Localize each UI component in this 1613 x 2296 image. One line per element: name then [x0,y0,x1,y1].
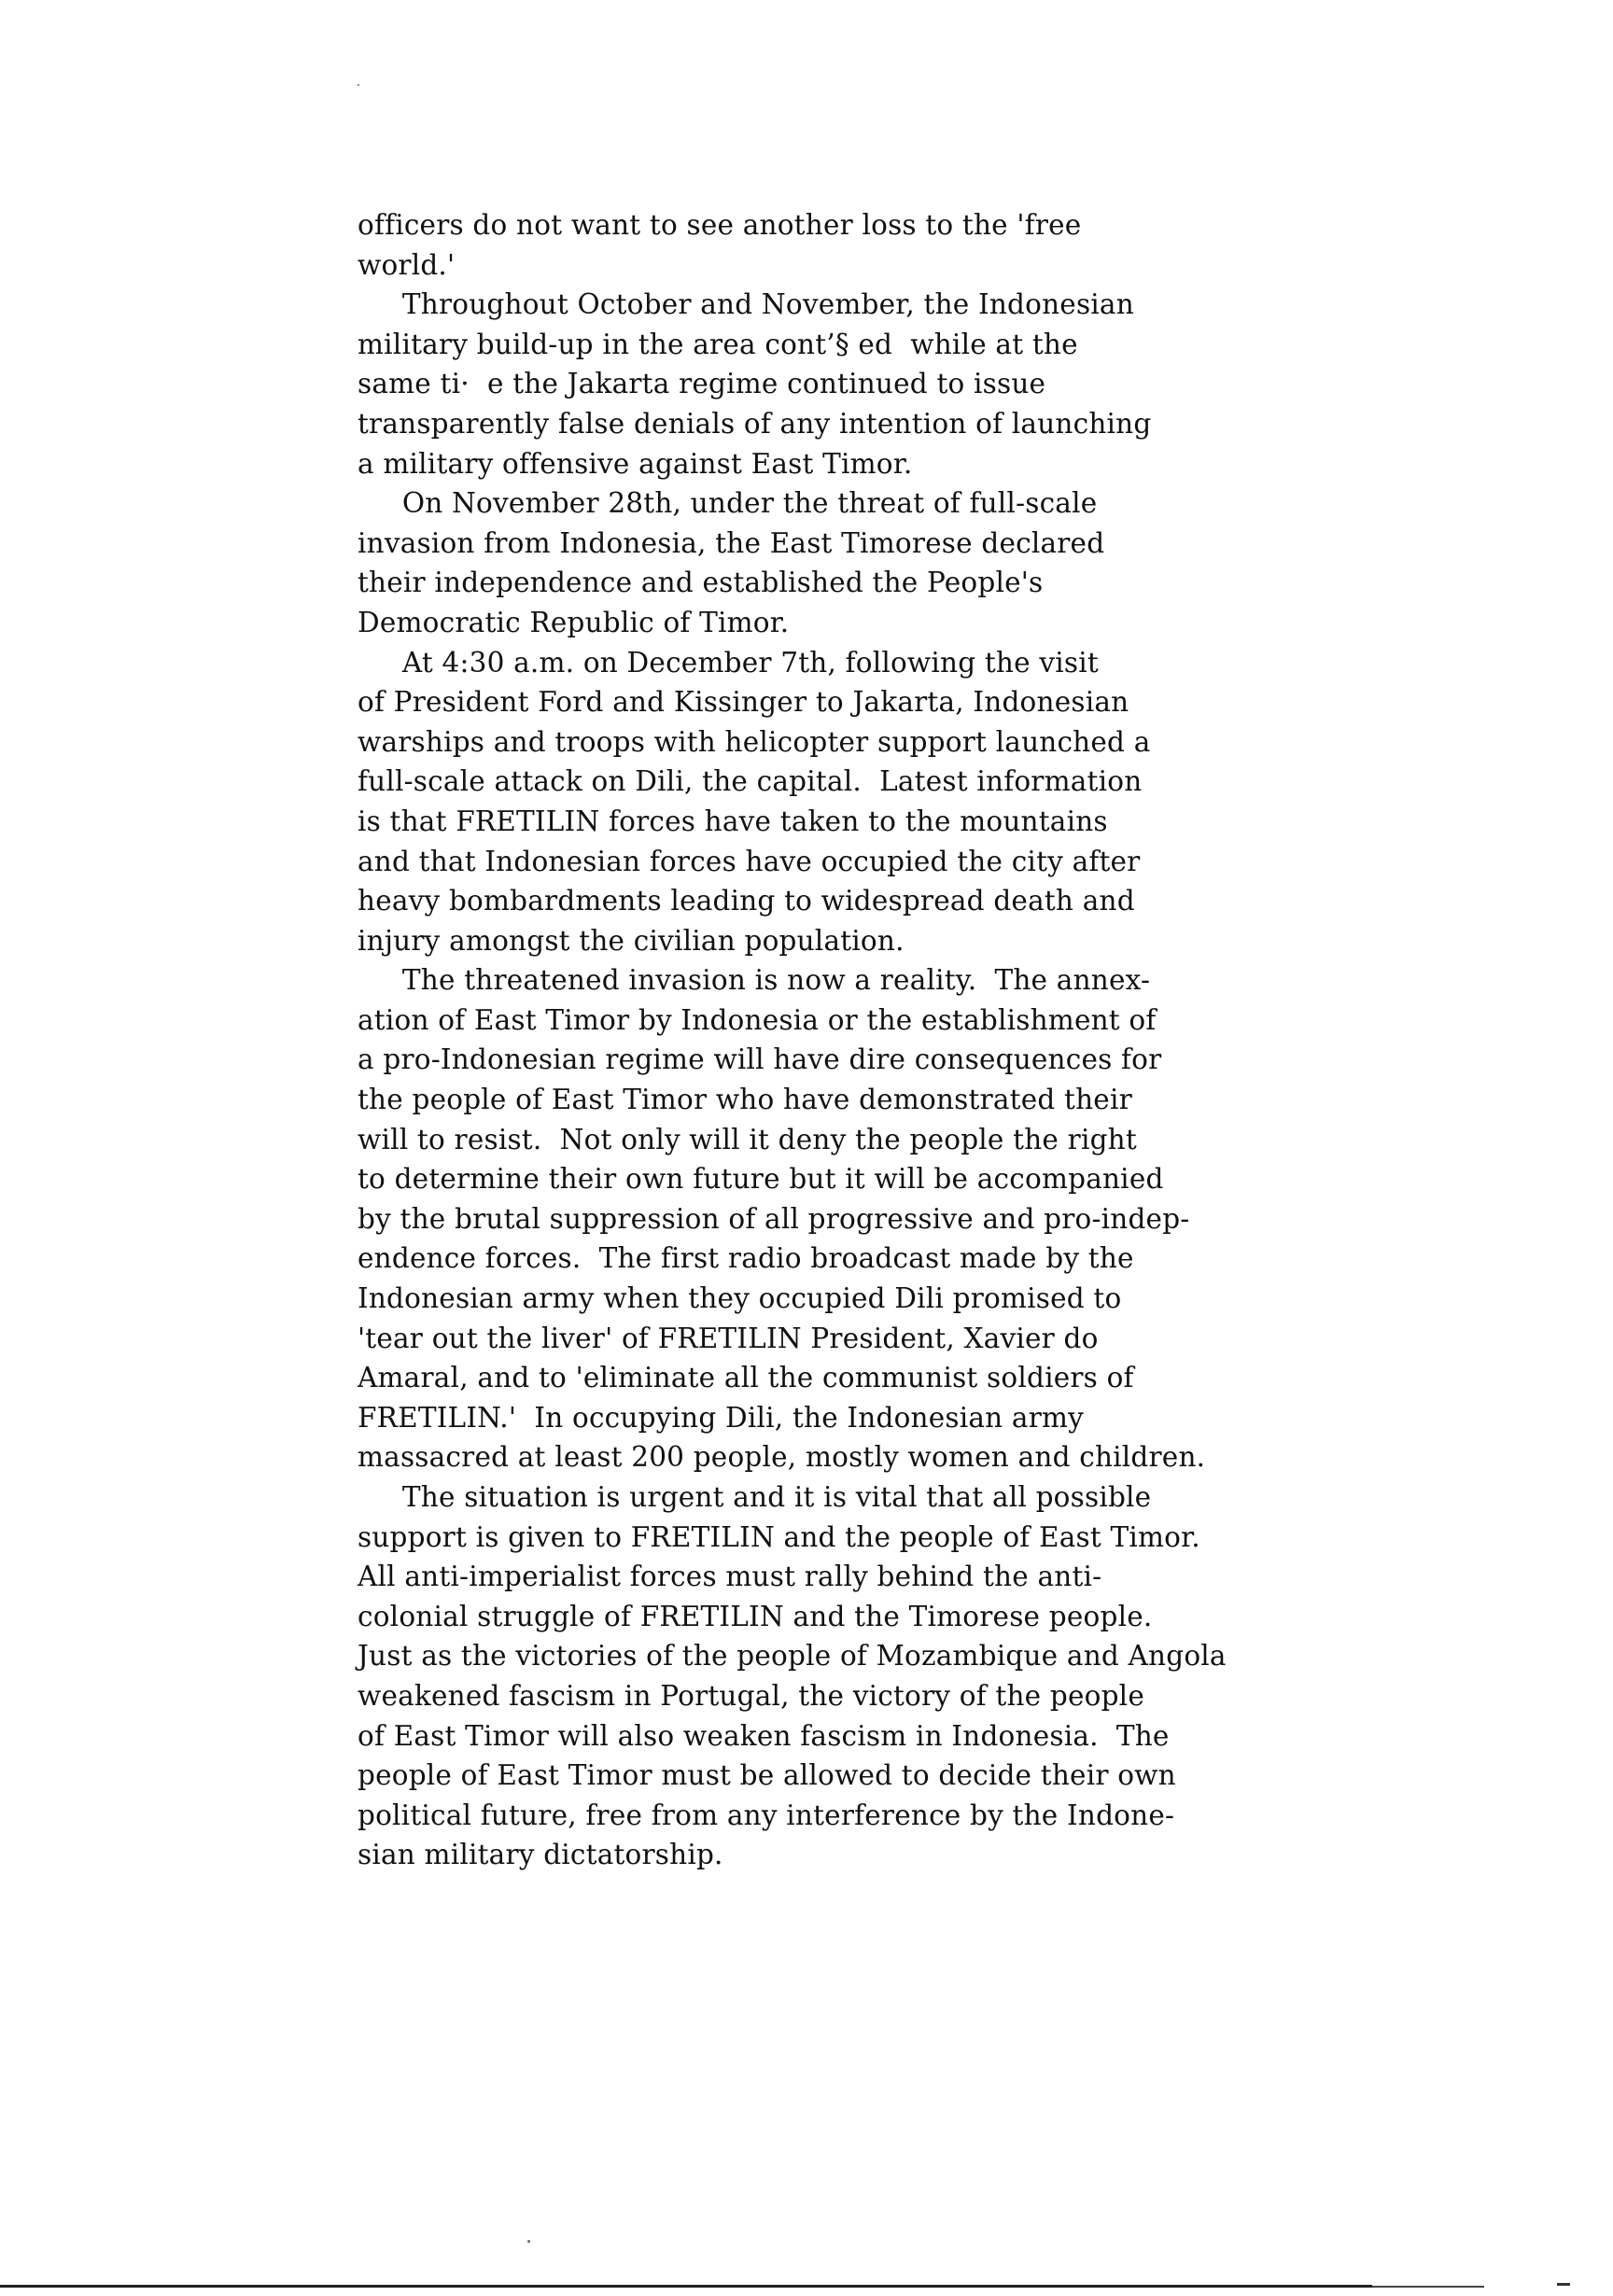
paper-speck [527,2240,530,2243]
text-line: is that FRETILIN forces have taken to the mountains [358,805,1108,837]
text-line: 'tear out the liver' of FRETILIN President, Xavier do [358,1322,1099,1354]
text-line: colonial struggle of FRETILIN and the Timorese people. [358,1600,1153,1632]
text-line: a military offensive against East Timor. [358,447,913,480]
text-line: massacred at least 200 people, mostly women and children. [358,1441,1206,1474]
text-line: support is given to FRETILIN and the people of East Timor. [358,1520,1200,1553]
text-line: and that Indonesian forces have occupied the city after [358,845,1141,877]
text-line: endence forces. The first radio broadcast made by the [358,1242,1134,1275]
text-line: Amaral, and to 'eliminate all the communist soldiers of [358,1362,1134,1394]
text-line: to determine their own future but it will be accompanied [358,1163,1164,1196]
text-line: heavy bombardments leading to widespread death and [358,885,1135,917]
text-line: will to resist. Not only will it deny the people the right [358,1123,1137,1155]
scan-edge-mark [1557,2283,1570,2286]
text-line: officers do not want to see another loss to the 'free [358,209,1082,241]
text-line: The situation is urgent and it is vital that all possible [358,1481,1152,1513]
scan-edge-rule-tail [1372,2286,1484,2288]
text-line: a pro-Indonesian regime will have dire consequences for [358,1043,1162,1076]
text-line: by the brutal suppression of all progressive and pro-indep- [358,1202,1190,1235]
text-line: full-scale attack on Dili, the capital. Latest information [358,765,1143,798]
text-line: The threatened invasion is now a reality. The annex- [358,964,1151,997]
text-line: ation of East Timor by Indonesia or the establishment of [358,1003,1157,1036]
text-line: the people of East Timor who have demonstrated their [358,1084,1132,1116]
text-line: invasion from Indonesia, the East Timorese declared [358,526,1105,559]
text-line: political future, free from any interference by the Indone- [358,1799,1175,1831]
body-text [358,205,1319,1875]
text-line: world.' [358,248,456,281]
text-line: transparently false denials of any intention of launching [358,407,1152,440]
text-line: sian military dictatorship. [358,1839,723,1871]
text-line: Indonesian army when they occupied Dili promised to [358,1282,1122,1315]
text-line: same ti· e the Jakarta regime continued to issue [358,368,1046,400]
text-line: FRETILIN.' In occupying Dili, the Indonesian army [358,1401,1085,1434]
text-line: warships and troops with helicopter support launched a [358,725,1151,758]
text-line: Democratic Republic of Timor. [358,606,790,638]
text-line: Just as the victories of the people of Mozambique and Angola [358,1640,1227,1673]
text-line: military build-up in the area cont’§ ed while at the [358,328,1078,360]
text-line: injury amongst the civilian population. [358,924,905,957]
scan-edge-rule [0,2285,1372,2288]
text-line: On November 28th, under the threat of full-scale [358,487,1098,520]
text-line: Throughout October and November, the Indonesian [358,288,1134,321]
text-line: All anti-imperialist forces must rally behind the anti- [358,1561,1102,1593]
text-line: their independence and established the People's [358,567,1044,599]
text-line: of East Timor will also weaken fascism in Indonesia. The [358,1719,1170,1752]
text-line: of President Ford and Kissinger to Jakarta, Indonesian [358,686,1129,719]
text-line: people of East Timor must be allowed to decide their own [358,1759,1176,1792]
paper-speck [358,84,359,86]
text-line: weakened fascism in Portugal, the victory of the people [358,1679,1144,1712]
text-line: At 4:30 a.m. on December 7th, following the visit [358,646,1099,679]
